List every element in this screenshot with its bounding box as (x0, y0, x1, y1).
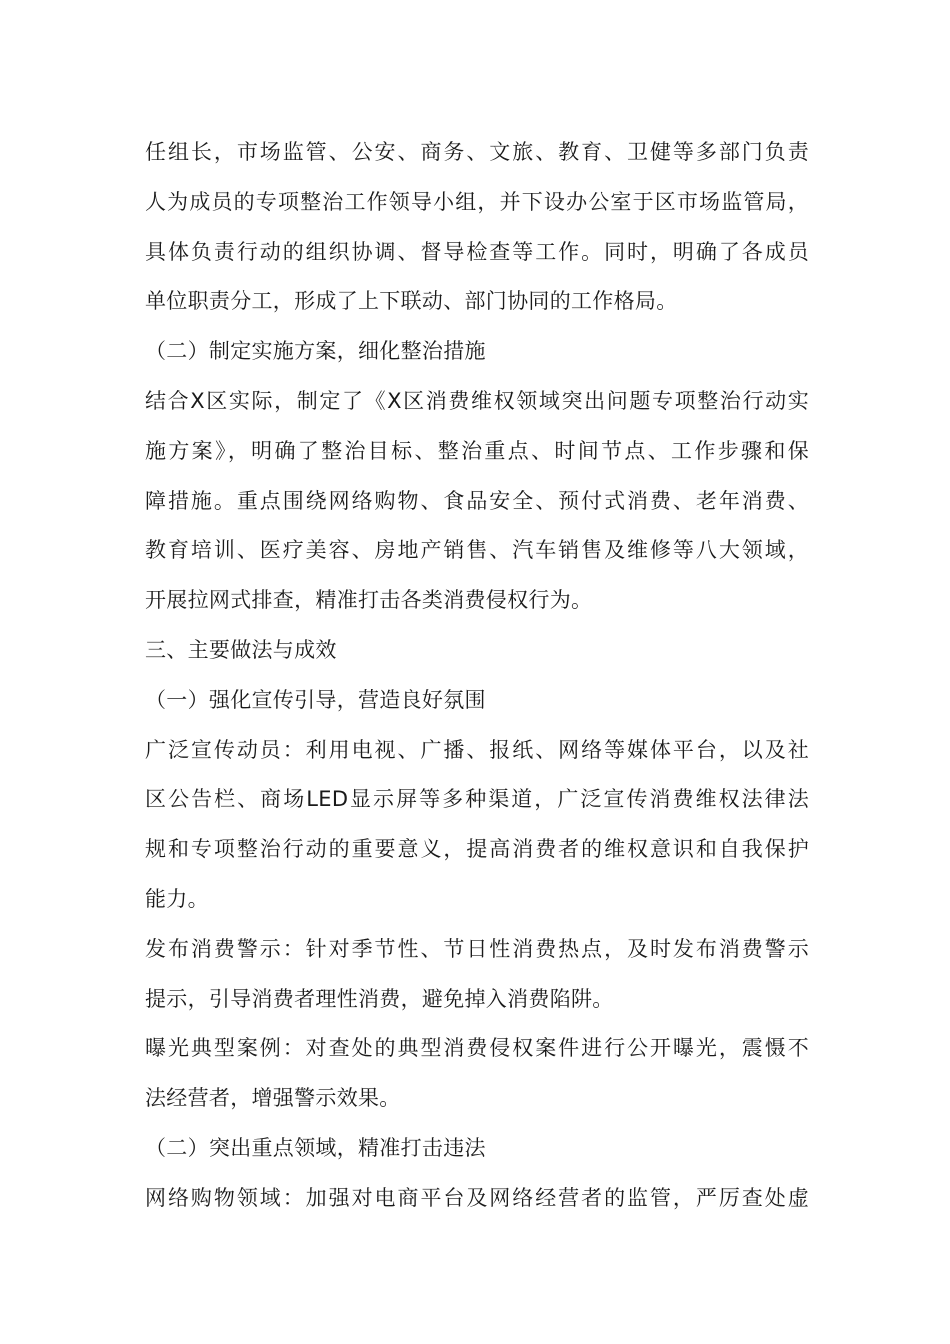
text-line: 区公告栏、商场LED显示屏等多种渠道，广泛宣传消费维权法律法 (145, 787, 809, 812)
text-line: （二）制定实施方案，细化整治措施 (145, 339, 486, 364)
text-line: （一）强化宣传引导，营造良好氛围 (145, 687, 486, 712)
text-line: 广泛宣传动员：利用电视、广播、报纸、网络等媒体平台，以及社 (145, 737, 809, 762)
text-line: 提示，引导消费者理性消费，避免掉入消费陷阱。 (145, 986, 614, 1011)
text-line: 能力。 (145, 886, 209, 911)
text-line: 教育培训、医疗美容、房地产销售、汽车销售及维修等八大领域， (145, 538, 809, 563)
document-body (145, 128, 809, 1224)
text-line: 曝光典型案例：对查处的典型消费侵权案件进行公开曝光，震慑不 (145, 1036, 809, 1061)
text-line: 具体负责行动的组织协调、督导检查等工作。同时，明确了各成员 (145, 239, 809, 264)
text-line: 任组长，市场监管、公安、商务、文旅、教育、卫健等多部门负责 (145, 140, 809, 164)
text-line: 结合X区实际，制定了《X区消费维权领域突出问题专项整治行动实 (145, 388, 809, 413)
text-line: 开展拉网式排查，精准打击各类消费侵权行为。 (145, 588, 593, 613)
text-line: （二）突出重点领域，精准打击违法 (145, 1135, 486, 1160)
text-line: 法经营者，增强警示效果。 (145, 1086, 401, 1111)
text-line: 规和专项整治行动的重要意义，提高消费者的维权意识和自我保护 (145, 837, 809, 862)
text-line: 网络购物领域：加强对电商平台及网络经营者的监管，严厉查处虚 (145, 1185, 809, 1210)
text-line: 障措施。重点围绕网络购物、食品安全、预付式消费、老年消费、 (145, 488, 809, 513)
text-line: 单位职责分工，形成了上下联动、部门协同的工作格局。 (145, 289, 678, 314)
text-line: 施方案》，明确了整治目标、整治重点、时间节点、工作步骤和保 (145, 438, 809, 463)
text-line: 三、主要做法与成效 (145, 637, 337, 662)
text-line: 人为成员的专项整治工作领导小组，并下设办公室于区市场监管局， (145, 189, 809, 214)
text-line: 发布消费警示：针对季节性、节日性消费热点，及时发布消费警示 (145, 936, 809, 961)
